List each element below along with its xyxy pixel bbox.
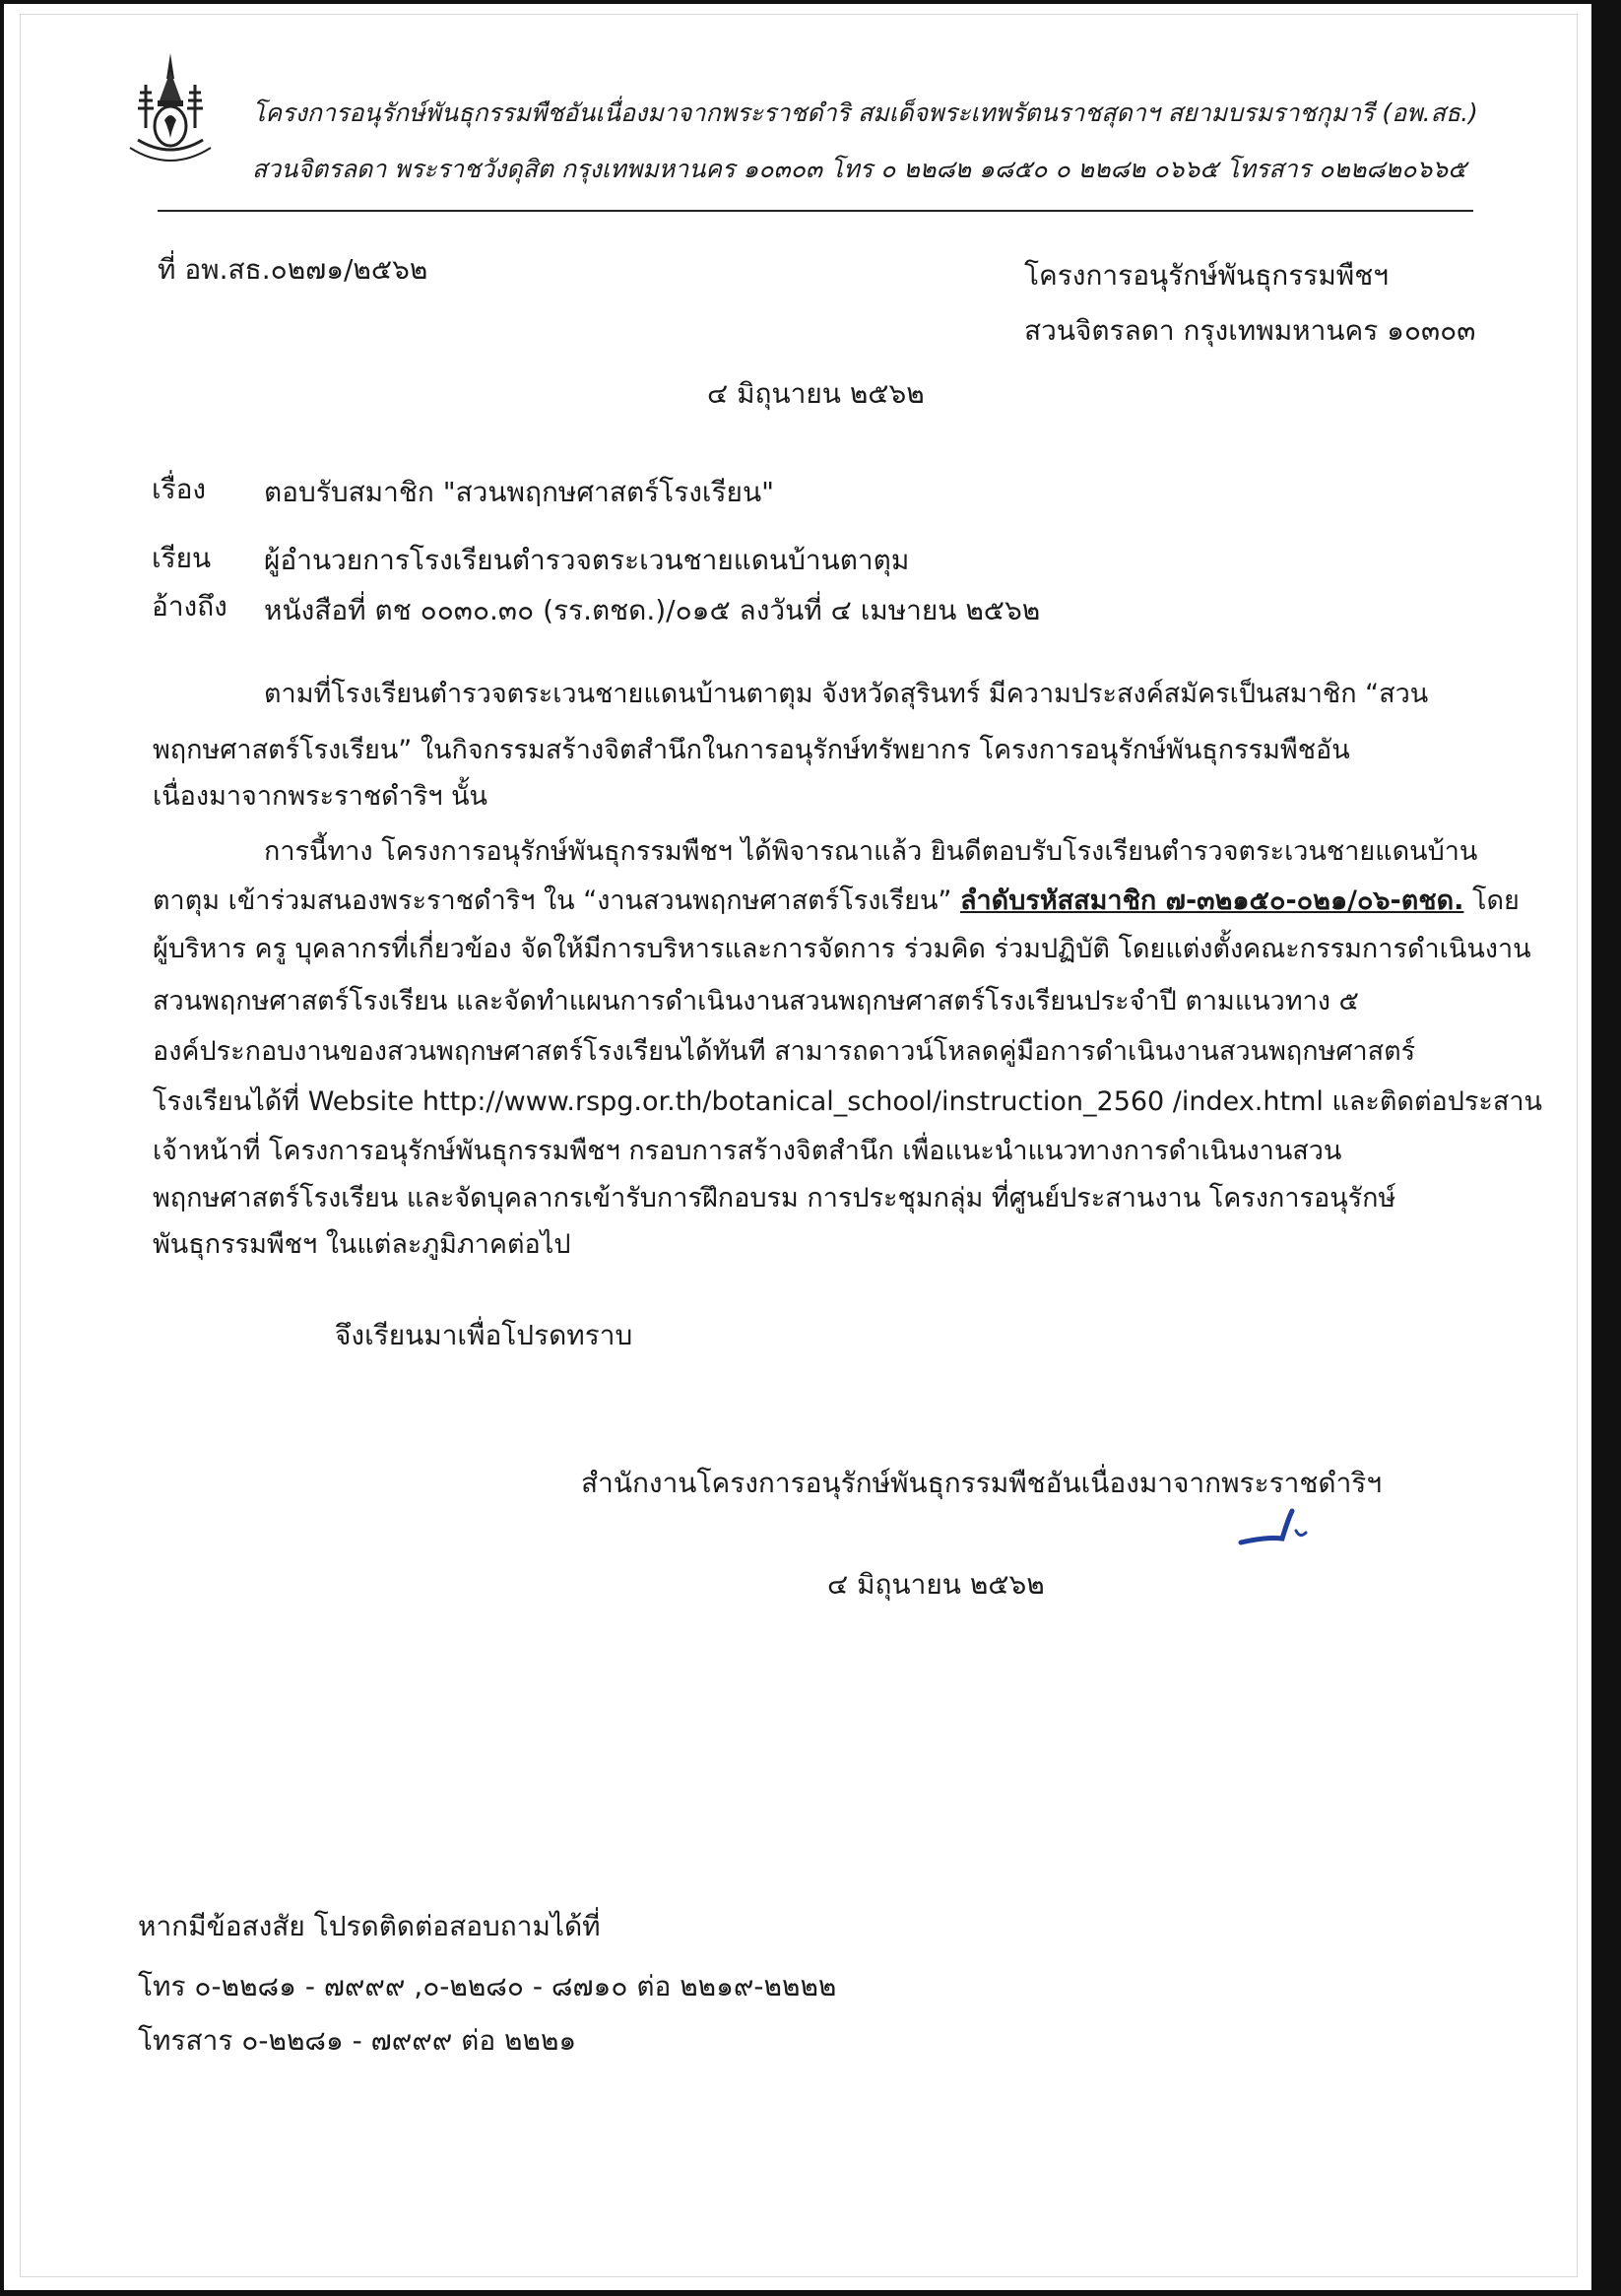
paragraph-line: เจ้าหน้าที่ โครงการอนุรักษ์พันธุกรรมพืชฯ กรอบการสร้างจิตสำนึก เพื่อแนะนำแนวทางการดำเนินงานสวน <box>153 1136 1342 1166</box>
letterhead-line-2: สวนจิตรลดา พระราชวังดุสิต กรุงเทพมหานคร ๑๐๓๐๓ โทร ๐ ๒๒๘๒ ๑๘๕๐ ๐ ๒๒๘๒ ๐๖๖๕ โทรสาร ๐๒๒๘๒๐๖๖๕ <box>252 155 1466 183</box>
paragraph-text: ตาตุม เข้าร่วมสนองพระราชดำริฯ ใน “งานสวนพฤกษศาสตร์โรงเรียน” <box>153 886 960 916</box>
reference-value: หนังสือที่ ตช ๐๐๓๐.๓๐ (รร.ตชด.)/๐๑๕ ลงวันที่ ๔ เมษายน ๒๕๖๒ <box>264 594 1041 626</box>
letterhead-divider <box>158 210 1473 212</box>
recipient-value: ผู้อำนวยการโรงเรียนตำรวจตระเวนชายแดนบ้านตาตุม <box>264 544 910 576</box>
paragraph-line: เนื่องมาจากพระราชดำริฯ นั้น <box>153 781 488 812</box>
signatory-office: สำนักงานโครงการอนุรักษ์พันธุกรรมพืชอันเนื่องมาจากพระราชดำริฯ <box>581 1467 1383 1499</box>
signature-mark <box>1237 1507 1326 1556</box>
paragraph-line: พันธุกรรมพืชฯ ในแต่ละภูมิภาคต่อไป <box>153 1229 571 1260</box>
contact-fax: โทรสาร ๐-๒๒๘๑ - ๗๙๙๙ ต่อ ๒๒๒๑ <box>138 2024 577 2057</box>
rspg-emblem-icon <box>116 49 225 175</box>
paragraph-line: องค์ประกอบงานของสวนพฤกษศาสตร์โรงเรียนได้ทันที สามารถดาวน์โหลดคู่มือการดำเนินงานสวนพฤกษศาสตร์ <box>153 1036 1416 1067</box>
paragraph-line: พฤกษศาสตร์โรงเรียน และจัดบุคลากรเข้ารับการฝึกอบรม การประชุมกลุ่ม ที่ศูนย์ประสานงาน โครงการอนุรักษ์ <box>153 1183 1396 1214</box>
paragraph-line: สวนพฤกษศาสตร์โรงเรียน และจัดทำแผนการดำเนินงานสวนพฤกษศาสตร์โรงเรียนประจำปี ตามแนวทาง ๕ <box>153 986 1359 1017</box>
paragraph-line <box>153 879 1520 921</box>
paragraph-text: โดย <box>1463 886 1520 916</box>
subject-label: เรื่อง <box>152 473 207 505</box>
letterhead-line-1: โครงการอนุรักษ์พันธุกรรมพืชอันเนื่องมาจากพระราชดำริ สมเด็จพระเทพรัตนราชสุดาฯ สยามบรมราชกุมารี (อพ.สธ.) <box>252 98 1478 127</box>
paragraph-line: การนี้ทาง โครงการอนุรักษ์พันธุกรรมพืชฯ ได้พิจารณาแล้ว ยินดีตอบรับโรงเรียนตำรวจตระเวนชายแดนบ้าน <box>264 836 1478 867</box>
letter-date: ๔ มิถุนายน ๒๕๖๒ <box>707 377 925 410</box>
member-code: ลำดับรหัสสมาชิก ๗-๓๒๑๕๐-๐๒๑/๐๖-ตชด. <box>959 886 1464 916</box>
closing-line: จึงเรียนมาเพื่อโปรดทราบ <box>335 1319 633 1351</box>
contact-heading: หากมีข้อสงสัย โปรดติดต่อสอบถามได้ที่ <box>138 1910 601 1942</box>
subject-value: ตอบรับสมาชิก "สวนพฤกษศาสตร์โรงเรียน" <box>264 476 774 508</box>
sender-address-line-2: สวนจิตรลดา กรุงเทพมหานคร ๑๐๓๐๓ <box>1024 314 1476 347</box>
paragraph-line: ตามที่โรงเรียนตำรวจตระเวนชายแดนบ้านตาตุม จังหวัดสุรินทร์ มีความประสงค์สมัครเป็นสมาชิก “สวน <box>264 679 1429 709</box>
paragraph-line: ผู้บริหาร ครู บุคลากรที่เกี่ยวข้อง จัดให้มีการบริหารและการจัดการ ร่วมคิด ร่วมปฏิบัติ โดยแต่งตั้งคณะกรรมการดำเนินงาน <box>153 934 1531 964</box>
sender-address-line-1: โครงการอนุรักษ์พันธุกรรมพืชฯ <box>1024 259 1389 292</box>
recipient-label: เรียน <box>152 542 212 574</box>
reference-label: อ้างถึง <box>152 590 227 623</box>
reference-number: ที่ อพ.สธ.๐๒๗๑/๒๕๖๒ <box>158 253 428 286</box>
contact-phone: โทร ๐-๒๒๘๑ - ๗๙๙๙ ,๐-๒๒๘๐ - ๘๗๑๐ ต่อ ๒๒๑๙-๒๒๒๒ <box>138 1970 837 2002</box>
signature-date: ๔ มิถุนายน ๒๕๖๒ <box>827 1568 1045 1601</box>
paragraph-line: พฤกษศาสตร์โรงเรียน” ในกิจกรรมสร้างจิตสำนึกในการอนุรักษ์ทรัพยากร โครงการอนุรักษ์พันธุกรรมพืชอัน <box>153 735 1350 765</box>
paragraph-line: โรงเรียนได้ที่ Website http://www.rspg.or.th/botanical_school/instruction_2560 /index.html และติดต่อประสาน <box>153 1086 1542 1117</box>
